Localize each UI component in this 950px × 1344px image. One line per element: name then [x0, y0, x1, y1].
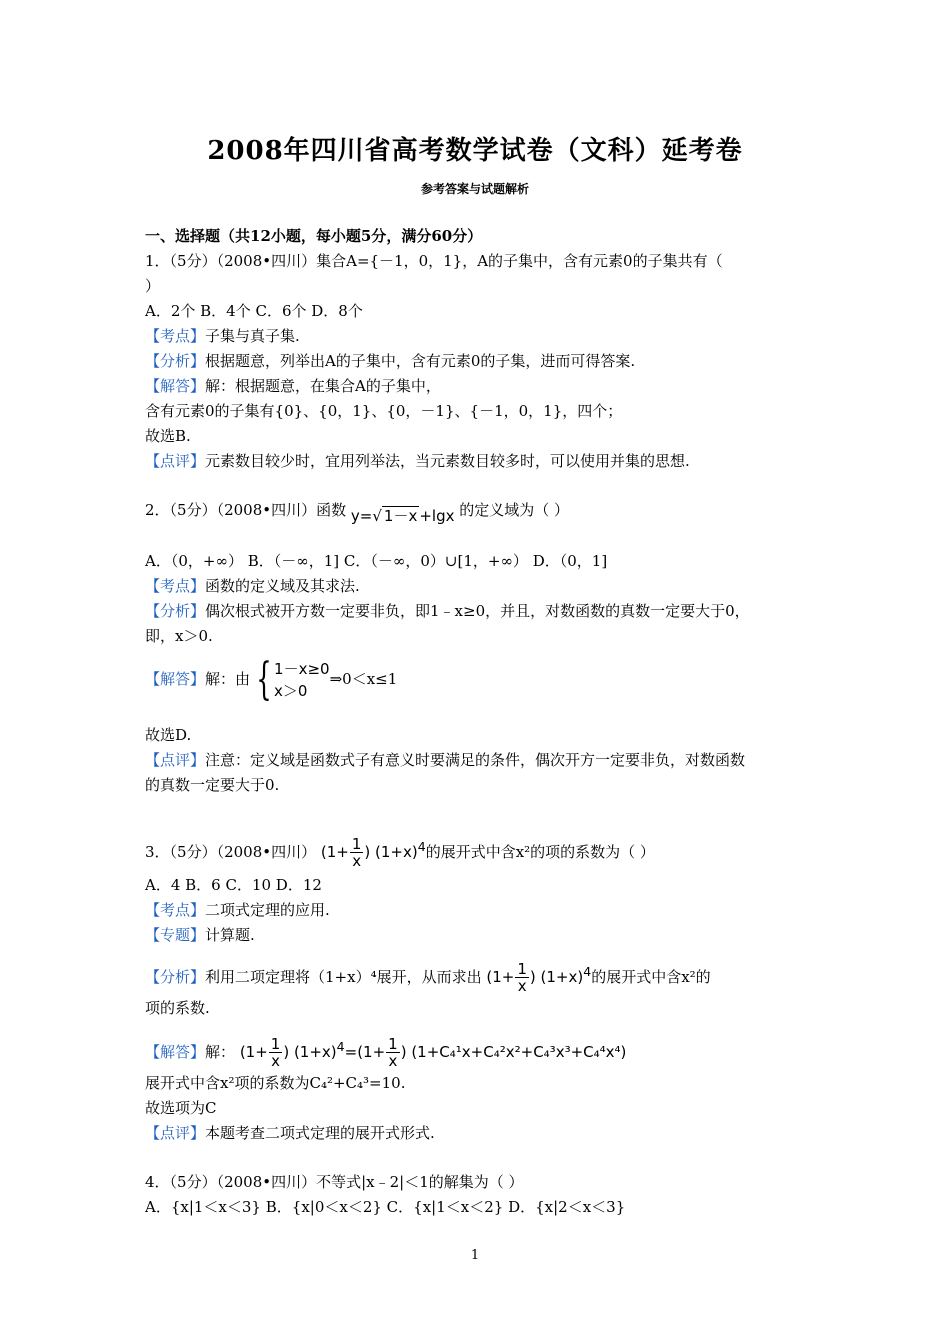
q4-stem: 4．（5分）（2008•四川）不等式|x﹣2|＜1的解集为（ ）	[145, 1173, 524, 1191]
q1-dianping	[145, 451, 690, 471]
q3-expr-b: ) (1+x)	[364, 843, 418, 861]
section-heading: 一、选择题（共12小题，每小题5分，满分60分）	[145, 227, 483, 245]
q3-jieda-pre: 解：	[205, 1043, 236, 1061]
q3-expr-b: ) (1+x)	[283, 1043, 337, 1061]
q3-expr-a: (1+	[320, 843, 349, 861]
fraction	[269, 1036, 283, 1069]
q3-exponent: 4	[336, 1039, 345, 1054]
q3-fenxi-line2: 项的系数.	[145, 999, 210, 1017]
q3-jieda	[145, 1030, 626, 1069]
q3-dianping	[145, 1123, 435, 1143]
fraction-denominator: x	[517, 977, 527, 995]
q3-expr-b: ) (1+x)	[529, 968, 584, 986]
tag-jieda: 【解答】	[145, 1043, 206, 1061]
fraction-denominator: x	[352, 852, 362, 870]
q2-fenxi-text: 偶次根式被开方数一定要非负，即1﹣x≥0，并且，对数函数的真数一定要大于0，	[205, 602, 750, 620]
q2-fenxi-line2: 即，x＞0.	[145, 627, 213, 645]
tag-jieda: 【解答】	[145, 670, 206, 688]
tag-dianping: 【点评】	[145, 452, 206, 470]
q3-zhuanti	[145, 925, 255, 945]
q2-sys-line2: x＞0	[274, 682, 308, 700]
q3-stem-pre: 3．（5分）（2008•四川）	[145, 843, 317, 861]
tag-kaodian: 【考点】	[145, 901, 206, 919]
q1-stem: 1．（5分）（2008•四川）集合A={－1，0，1}，A的子集中，含有元素0的子集共有（	[145, 252, 723, 270]
page-number: 1	[470, 1248, 480, 1263]
q2-kaodian	[145, 576, 360, 596]
fraction-numerator: 1	[517, 960, 527, 978]
q3-dianping-text: 本题考查二项式定理的展开式形式.	[205, 1124, 435, 1142]
q2-kaodian-text: 函数的定义域及其求法.	[205, 577, 360, 595]
q2-system	[274, 658, 330, 702]
q2-stem	[145, 500, 570, 525]
tag-fenxi: 【分析】	[145, 968, 206, 986]
fraction-denominator: x	[388, 1052, 398, 1070]
tag-kaodian: 【考点】	[145, 327, 206, 345]
left-brace: {	[256, 654, 272, 705]
q1-kaodian	[145, 326, 300, 346]
q3-fenxi-post: 的展开式中含x²的	[591, 968, 711, 986]
fraction	[515, 961, 529, 994]
q3-conclusion: 故选项为C	[145, 1099, 217, 1117]
q1-options: A．2个 B．4个 C．6个 D．8个	[145, 302, 363, 320]
q2-conclusion: 故选D.	[145, 726, 192, 744]
q2-stem-pre: 2．（5分）（2008•四川）函数	[145, 501, 347, 519]
q2-options: A．（0，+∞） B．（－∞，1] C．（－∞，0）∪[1，+∞） D．（0，1]	[145, 552, 608, 570]
q3-fenxi	[145, 955, 711, 994]
q3-equals: =	[344, 1043, 358, 1061]
q3-jieda-expr: (1+ $\frac{1}{x}$ ) $(1+x)^4=(1+$ $\frac{1}{x}$ ) (1+C₄¹x+C₄²x²+C₄³x³+C₄⁴x⁴)	[239, 1035, 627, 1070]
q2-formula: y=√ 1－x +lgx	[350, 507, 455, 525]
q1-conclusion: 故选B.	[145, 427, 191, 445]
q3-fenxi-expr	[486, 960, 592, 995]
q3-kaodian	[145, 900, 330, 920]
q3-options: A．4 B．6 C．10 D．12	[145, 876, 322, 894]
q1-stem-cont: ）	[145, 277, 161, 295]
q4-options: A．{x|1＜x＜3} B．{x|0＜x＜2} C．{x|1＜x＜2} D．{x|2＜x＜3}	[145, 1198, 626, 1216]
page-subtitle: 参考答案与试题解析	[420, 182, 529, 196]
tag-jieda: 【解答】	[145, 377, 206, 395]
q3-stem	[145, 830, 655, 869]
q2-jieda-post: ⇒0＜x≤1	[329, 670, 398, 688]
q2-stem-post: 的定义域为（ ）	[459, 501, 570, 519]
q3-expr-a: (1+	[357, 1043, 386, 1061]
tag-zhuanti: 【专题】	[145, 926, 206, 944]
q1-fenxi	[145, 351, 635, 371]
q1-fenxi-text: 根据题意，列举出A的子集中，含有元素0的子集，进而可得答案.	[205, 352, 636, 370]
page-title: 2008年四川省高考数学试卷（文科）延考卷	[207, 136, 743, 166]
q2-jieda-pre: 解：由	[205, 670, 251, 688]
q3-fenxi-pre: 利用二项定理将（1+x）⁴展开，从而求出	[205, 968, 482, 986]
tag-dianping: 【点评】	[145, 1124, 206, 1142]
q3-coefficient-line: 展开式中含x²项的系数为C₄²+C₄³=10.	[145, 1074, 406, 1092]
q2-formula-radicand: 1－x	[383, 507, 418, 525]
q1-kaodian-text: 子集与真子集.	[205, 327, 300, 345]
q1-dianping-text: 元素数目较少时，宜用列举法，当元素数目较多时，可以使用并集的思想.	[205, 452, 690, 470]
q3-kaodian-text: 二项式定理的应用.	[205, 901, 330, 919]
q3-expansion: (1+C₄¹x+C₄²x²+C₄³x³+C₄⁴x⁴)	[411, 1043, 627, 1061]
fraction-numerator: 1	[270, 1035, 281, 1053]
q2-formula-tail: +lgx	[419, 507, 455, 525]
fraction-numerator: 1	[351, 835, 362, 853]
q2-sys-line1: 1－x≥0	[274, 660, 330, 678]
q2-jieda	[145, 654, 398, 705]
tag-fenxi: 【分析】	[145, 352, 206, 370]
q1-jieda-line2: 含有元素0的子集有{0}、{0，1}、{0，－1}、{－1，0，1}，四个；	[145, 402, 623, 420]
fraction-numerator: 1	[388, 1035, 398, 1053]
q3-exponent: 4	[583, 964, 592, 979]
fraction-denominator: x	[271, 1052, 280, 1070]
q2-formula-y: y=	[350, 507, 373, 525]
fraction	[350, 836, 364, 869]
q2-dianping-line2: 的真数一定要大于0.	[145, 776, 280, 794]
fraction	[386, 1036, 400, 1069]
q3-expr	[320, 835, 426, 870]
q1-jieda-text: 解：根据题意，在集合A的子集中，	[205, 377, 441, 395]
q2-dianping-text: 注意：定义域是函数式子有意义时要满足的条件，偶次开方一定要非负，对数函数	[205, 751, 746, 769]
q3-exponent: 4	[417, 839, 426, 854]
q2-dianping	[145, 750, 745, 770]
q3-expr-a: (1+	[486, 968, 515, 986]
q3-stem-post: 的展开式中含x²的项的系数为（ ）	[425, 843, 655, 861]
tag-kaodian: 【考点】	[145, 577, 206, 595]
tag-fenxi: 【分析】	[145, 602, 206, 620]
tag-dianping: 【点评】	[145, 751, 206, 769]
q1-jieda	[145, 376, 441, 396]
q3-zhuanti-text: 计算题.	[205, 926, 255, 944]
q2-fenxi	[145, 601, 750, 621]
q3-expr-a: (1+	[239, 1043, 268, 1061]
